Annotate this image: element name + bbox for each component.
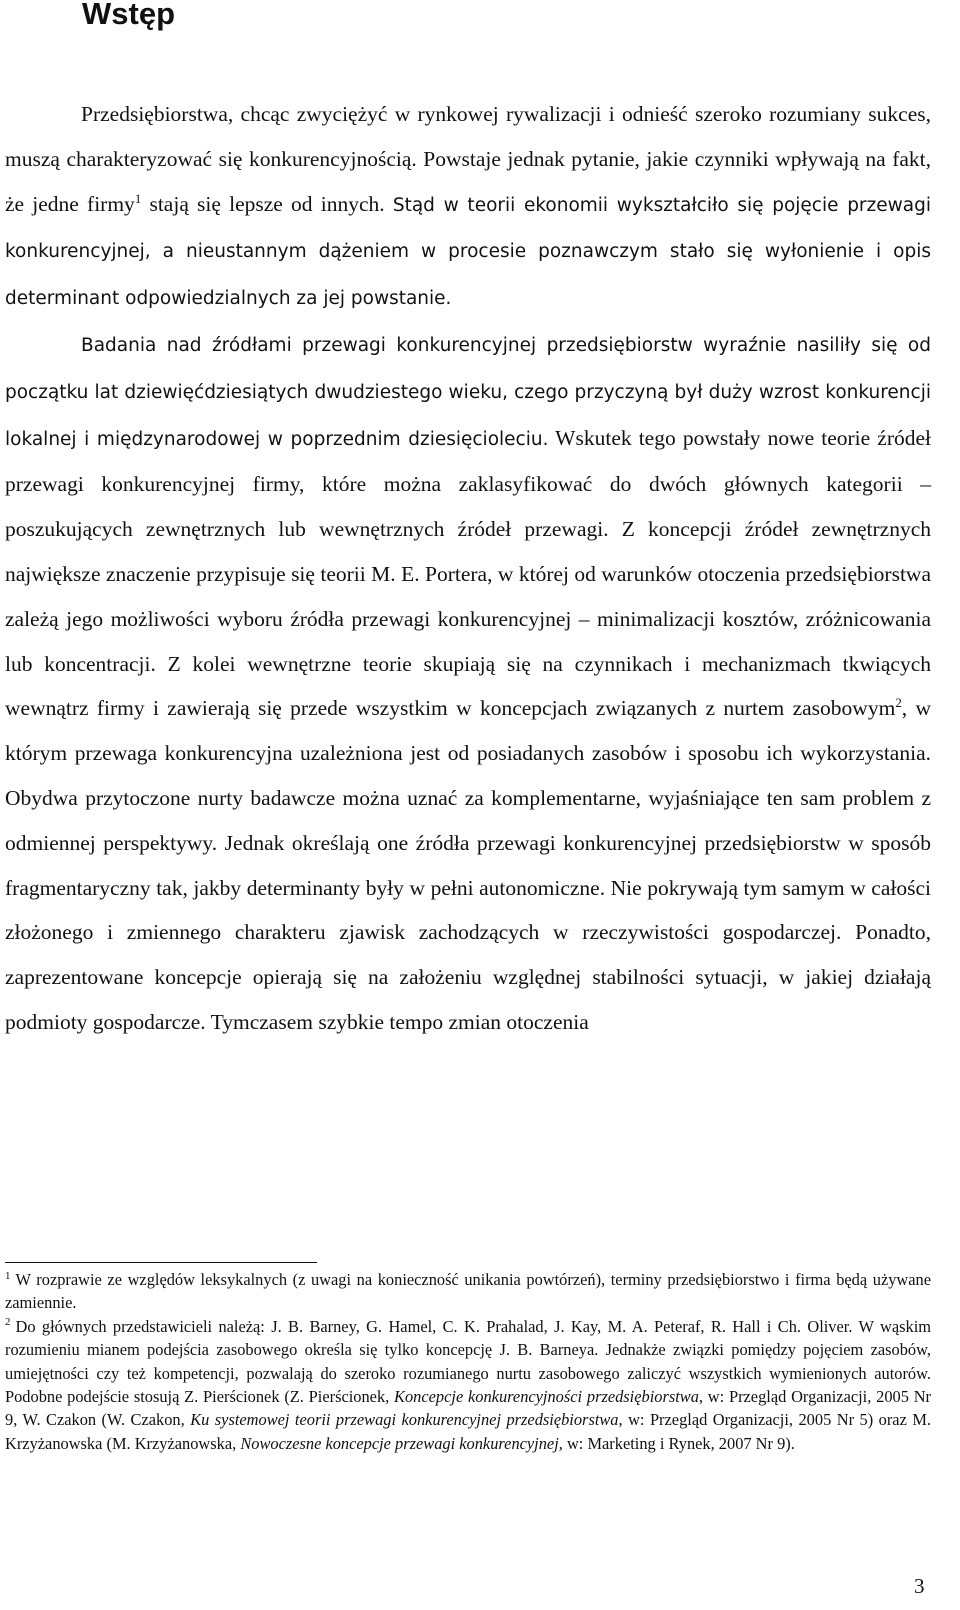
footnote-2-number: 2 — [5, 1316, 11, 1329]
section-heading: Wstęp — [82, 0, 175, 31]
paragraph-1-text-a: Przedsiębiorstwa, chcąc zwyciężyć w rynkowej rywalizacji i odnieść szeroko rozumiany sukces, muszą charakteryzować się konkurencyjnością. Powstaje jednak pytanie, jakie czynniki wpływają na fakt, że jedne firmy — [5, 102, 931, 216]
footnotes — [5, 1268, 931, 1455]
footnote-ref-2[interactable]: 2 — [895, 696, 902, 711]
paragraph-2 — [5, 322, 931, 1045]
paragraph-2-text-a: Badania nad źródłami przewagi konkurencyjnej przedsiębiorstw wyraźnie nasiliły się od początku lat dziewięćdziesiątych dwudziestego wieku, czego przyczyną był duży wzrost konkurencji lokalnej i międzynarodowej w poprzednim dziesięcioleciu. — [5, 334, 931, 450]
footnote-1-number: 1 — [5, 1269, 11, 1282]
paragraph-1 — [5, 92, 931, 322]
footnote-2-title-2: Ku systemowej teorii przewagi konkurencyjnej przedsiębiorstwa — [190, 1410, 619, 1430]
footnote-2-text-b: , w: Przegląd Organizacji, 2005 Nr 9, W. Czakon (W. Czakon, — [5, 1387, 931, 1430]
page-number: 3 — [914, 1574, 925, 1598]
footnote-1 — [5, 1268, 931, 1315]
paragraph-2-text-c: , w którym przewaga konkurencyjna uzależniona jest od posiadanych zasobów i sposobu ich wykorzystania. Obydwa przytoczone nurty badawcze można uznać za komplementarne, wyjaśniające ten sam problem z odmiennej perspektywy. Jednak określają one źródła przewagi konkurencyjnej przedsiębiorstw w sposób fragmentaryczny tak, jakby determinanty były w pełni autonomiczne. Nie pokrywają tym samym w całości złożonego i zmiennego charakteru zjawisk zachodzących w rzeczywistości gospodarczej. Ponadto, zaprezentowane koncepcje opierają się na założeniu względnej stabilności sytuacji, w jakiej działają podmioty gospodarcze. Tymczasem szybkie tempo zmian otoczenia — [5, 696, 931, 1034]
footnote-2-title-3: Nowoczesne koncepcje przewagi konkurencyjnej, — [240, 1433, 563, 1453]
footnote-2-text-d: w: Marketing i Rynek, 2007 Nr 9). — [562, 1433, 795, 1453]
paragraph-1-text-c: Stąd w teorii ekonomii wykształciło się pojęcie przewagi konkurencyjnej, a nieustannym dążeniem w procesie poznawczym stało się wyłonienie i opis determinant odpowiedzialnych za jej powstanie. — [5, 194, 931, 310]
footnote-2-title-1: Koncepcje konkurencyjności przedsiębiorstwa — [394, 1387, 699, 1407]
paragraph-1-text-b: stają się lepsze od innych. — [141, 191, 393, 216]
paragraph-2-text-b: Wskutek tego powstały nowe teorie źródeł przewagi konkurencyjnej firmy, które można zaklasyfikować do dwóch głównych kategorii – poszukujących zewnętrznych lub wewnętrznych źródeł przewagi. Z koncepcji źródeł zewnętrznych największe znaczenie przypisuje się teorii M. E. Portera, w której od warunków otoczenia przedsiębiorstwa zależą jego możliwości wyboru źródła przewagi konkurencyjnej – minimalizacji kosztów, zróżnicowania lub koncentracji. Z kolei wewnętrzne teorie skupiają się na czynnikach i mechanizmach tkwiących wewnątrz firmy i zawierają się przede wszystkim w koncepcjach związanych z nurtem zasobowym — [5, 425, 931, 721]
footnote-2-text-a: Do głównych przedstawicieli należą: J. B. Barney, G. Hamel, C. K. Prahalad, J. Kay, M. A. Peteraf, R. Hall i Ch. Oliver. W wąskim rozumieniu mianem podejścia zasobowego określa się tylko koncepcję J. B. Barneya. Jednakże związki pomiędzy pojęciem zasobów, umiejętności czy też kompetencji, pozwalają do szeroko rozumianego nurtu zasobowego zaliczyć wszystkich wymienionych autorów. Podobne podejście stosują Z. Pierścionek (Z. Pierścionek, — [5, 1316, 931, 1407]
footnote-2 — [5, 1315, 931, 1455]
footnote-1-text: W rozprawie ze względów leksykalnych (z uwagi na konieczność unikania powtórzeń), terminy przedsiębiorstwo i firma będą używane zamiennie. — [5, 1270, 931, 1313]
footnote-2-text-c: , w: Przegląd Organizacji, 2005 Nr 5) oraz M. Krzyżanowska (M. Krzyżanowska, — [5, 1410, 931, 1453]
footnote-ref-1[interactable]: 1 — [134, 191, 142, 206]
footnote-separator — [5, 1262, 317, 1263]
body-text — [5, 92, 931, 1045]
